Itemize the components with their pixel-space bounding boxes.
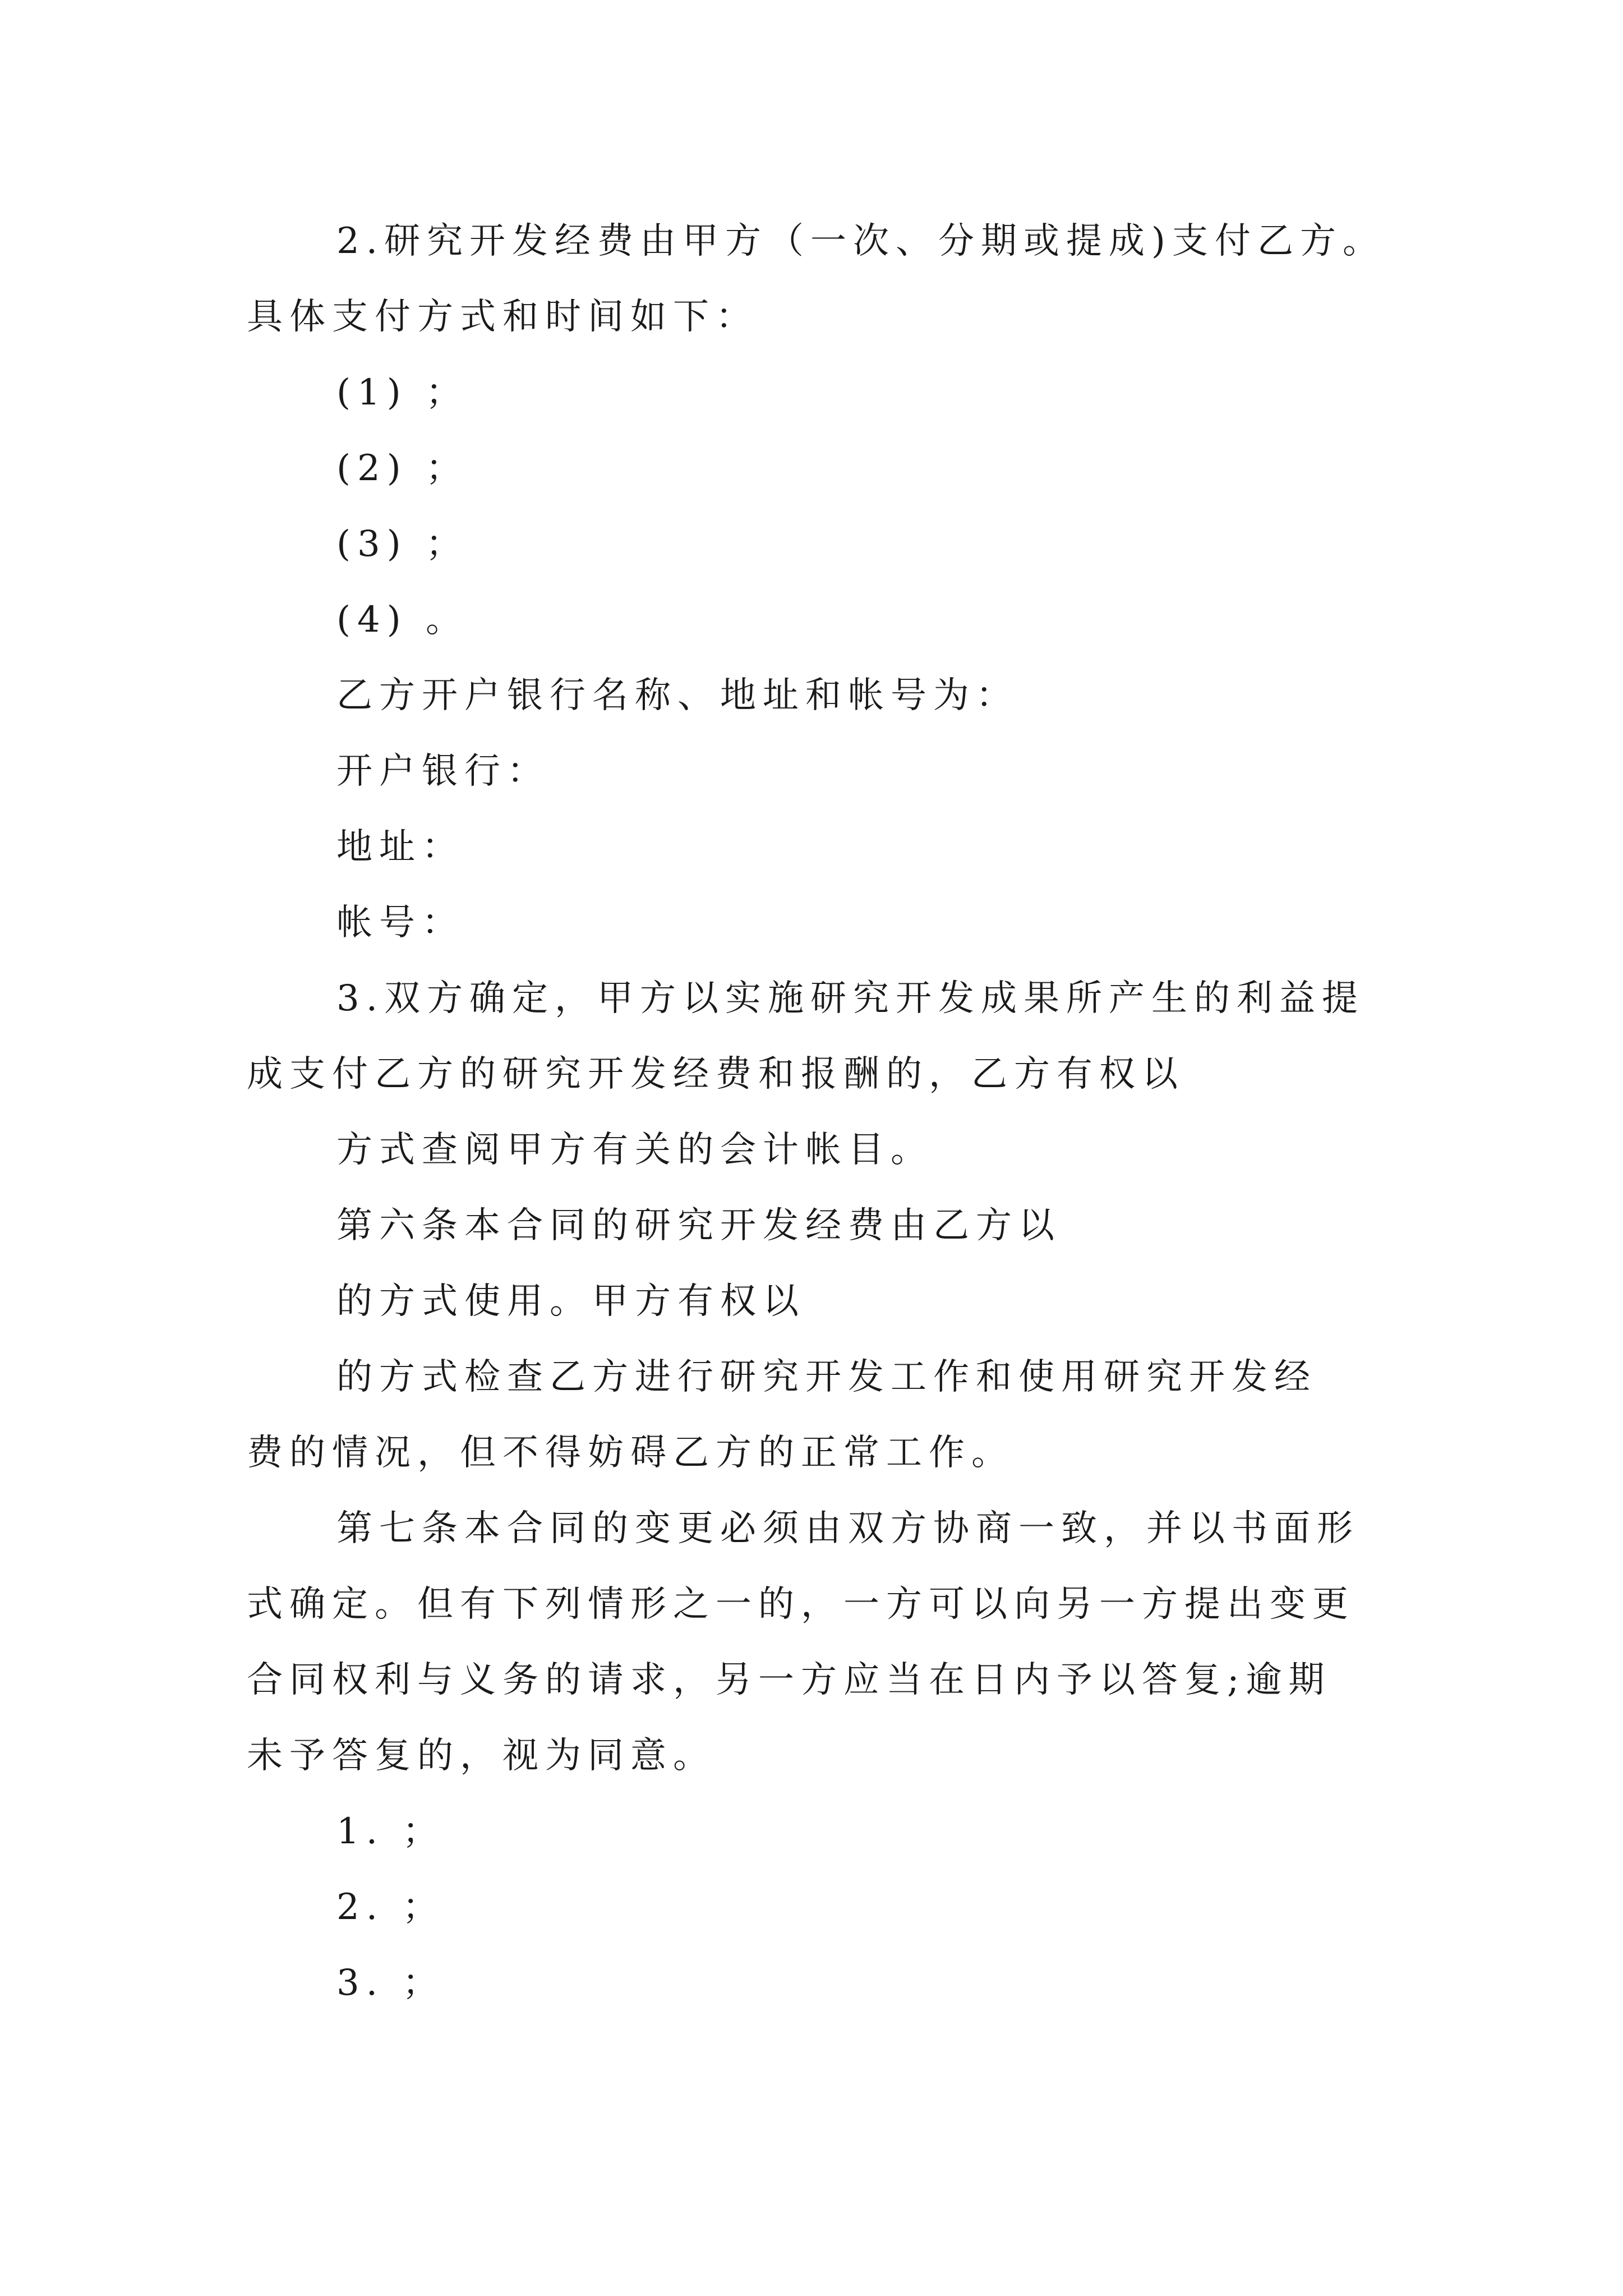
list-item: (3) ； — [336, 523, 468, 565]
paragraph-line: 第六条本合同的研究开发经费由乙方以 — [336, 1205, 1061, 1246]
paragraph-line: 具体支付方式和时间如下： — [247, 296, 758, 338]
paragraph-line: 3.双方确定，甲方以实施研究开发成果所产生的利益提 — [336, 978, 1365, 1019]
paragraph-line: 方式查阅甲方有关的会计帐目。 — [336, 1129, 933, 1171]
list-item: (1) ； — [336, 372, 468, 413]
paragraph-line: 合同权利与义务的请求，另一方应当在日内予以答复;逾期 — [247, 1659, 1331, 1701]
paragraph-line: 未予答复的，视为同意。 — [247, 1735, 716, 1777]
paragraph-line: 乙方开户银行名称、地址和帐号为： — [336, 675, 1018, 716]
list-item: 3. ； — [336, 1962, 445, 2004]
list-item: (2) ； — [336, 448, 468, 489]
field-label: 开户银行： — [336, 751, 550, 792]
paragraph-line: 的方式检查乙方进行研究开发工作和使用研究开发经 — [336, 1356, 1317, 1398]
paragraph-line: 式确定。但有下列情形之一的，一方可以向另一方提出变更 — [247, 1584, 1355, 1625]
list-item: 2. ； — [336, 1887, 445, 1928]
paragraph-line: 的方式使用。甲方有权以 — [336, 1281, 805, 1322]
field-label: 帐号： — [336, 902, 464, 944]
paragraph-line: 第七条本合同的变更必须由双方协商一致，并以书面形 — [336, 1508, 1359, 1549]
paragraph-line: 成支付乙方的研究开发经费和报酬的，乙方有权以 — [247, 1053, 1184, 1095]
paragraph-line: 2.研究开发经费由甲方（一次、分期或提成)支付乙方。 — [336, 220, 1386, 262]
paragraph-line: 费的情况，但不得妨碍乙方的正常工作。 — [247, 1432, 1014, 1474]
list-item: 1. ； — [336, 1811, 445, 1852]
list-item: (4) 。 — [336, 599, 468, 641]
field-label: 地址： — [336, 826, 464, 868]
